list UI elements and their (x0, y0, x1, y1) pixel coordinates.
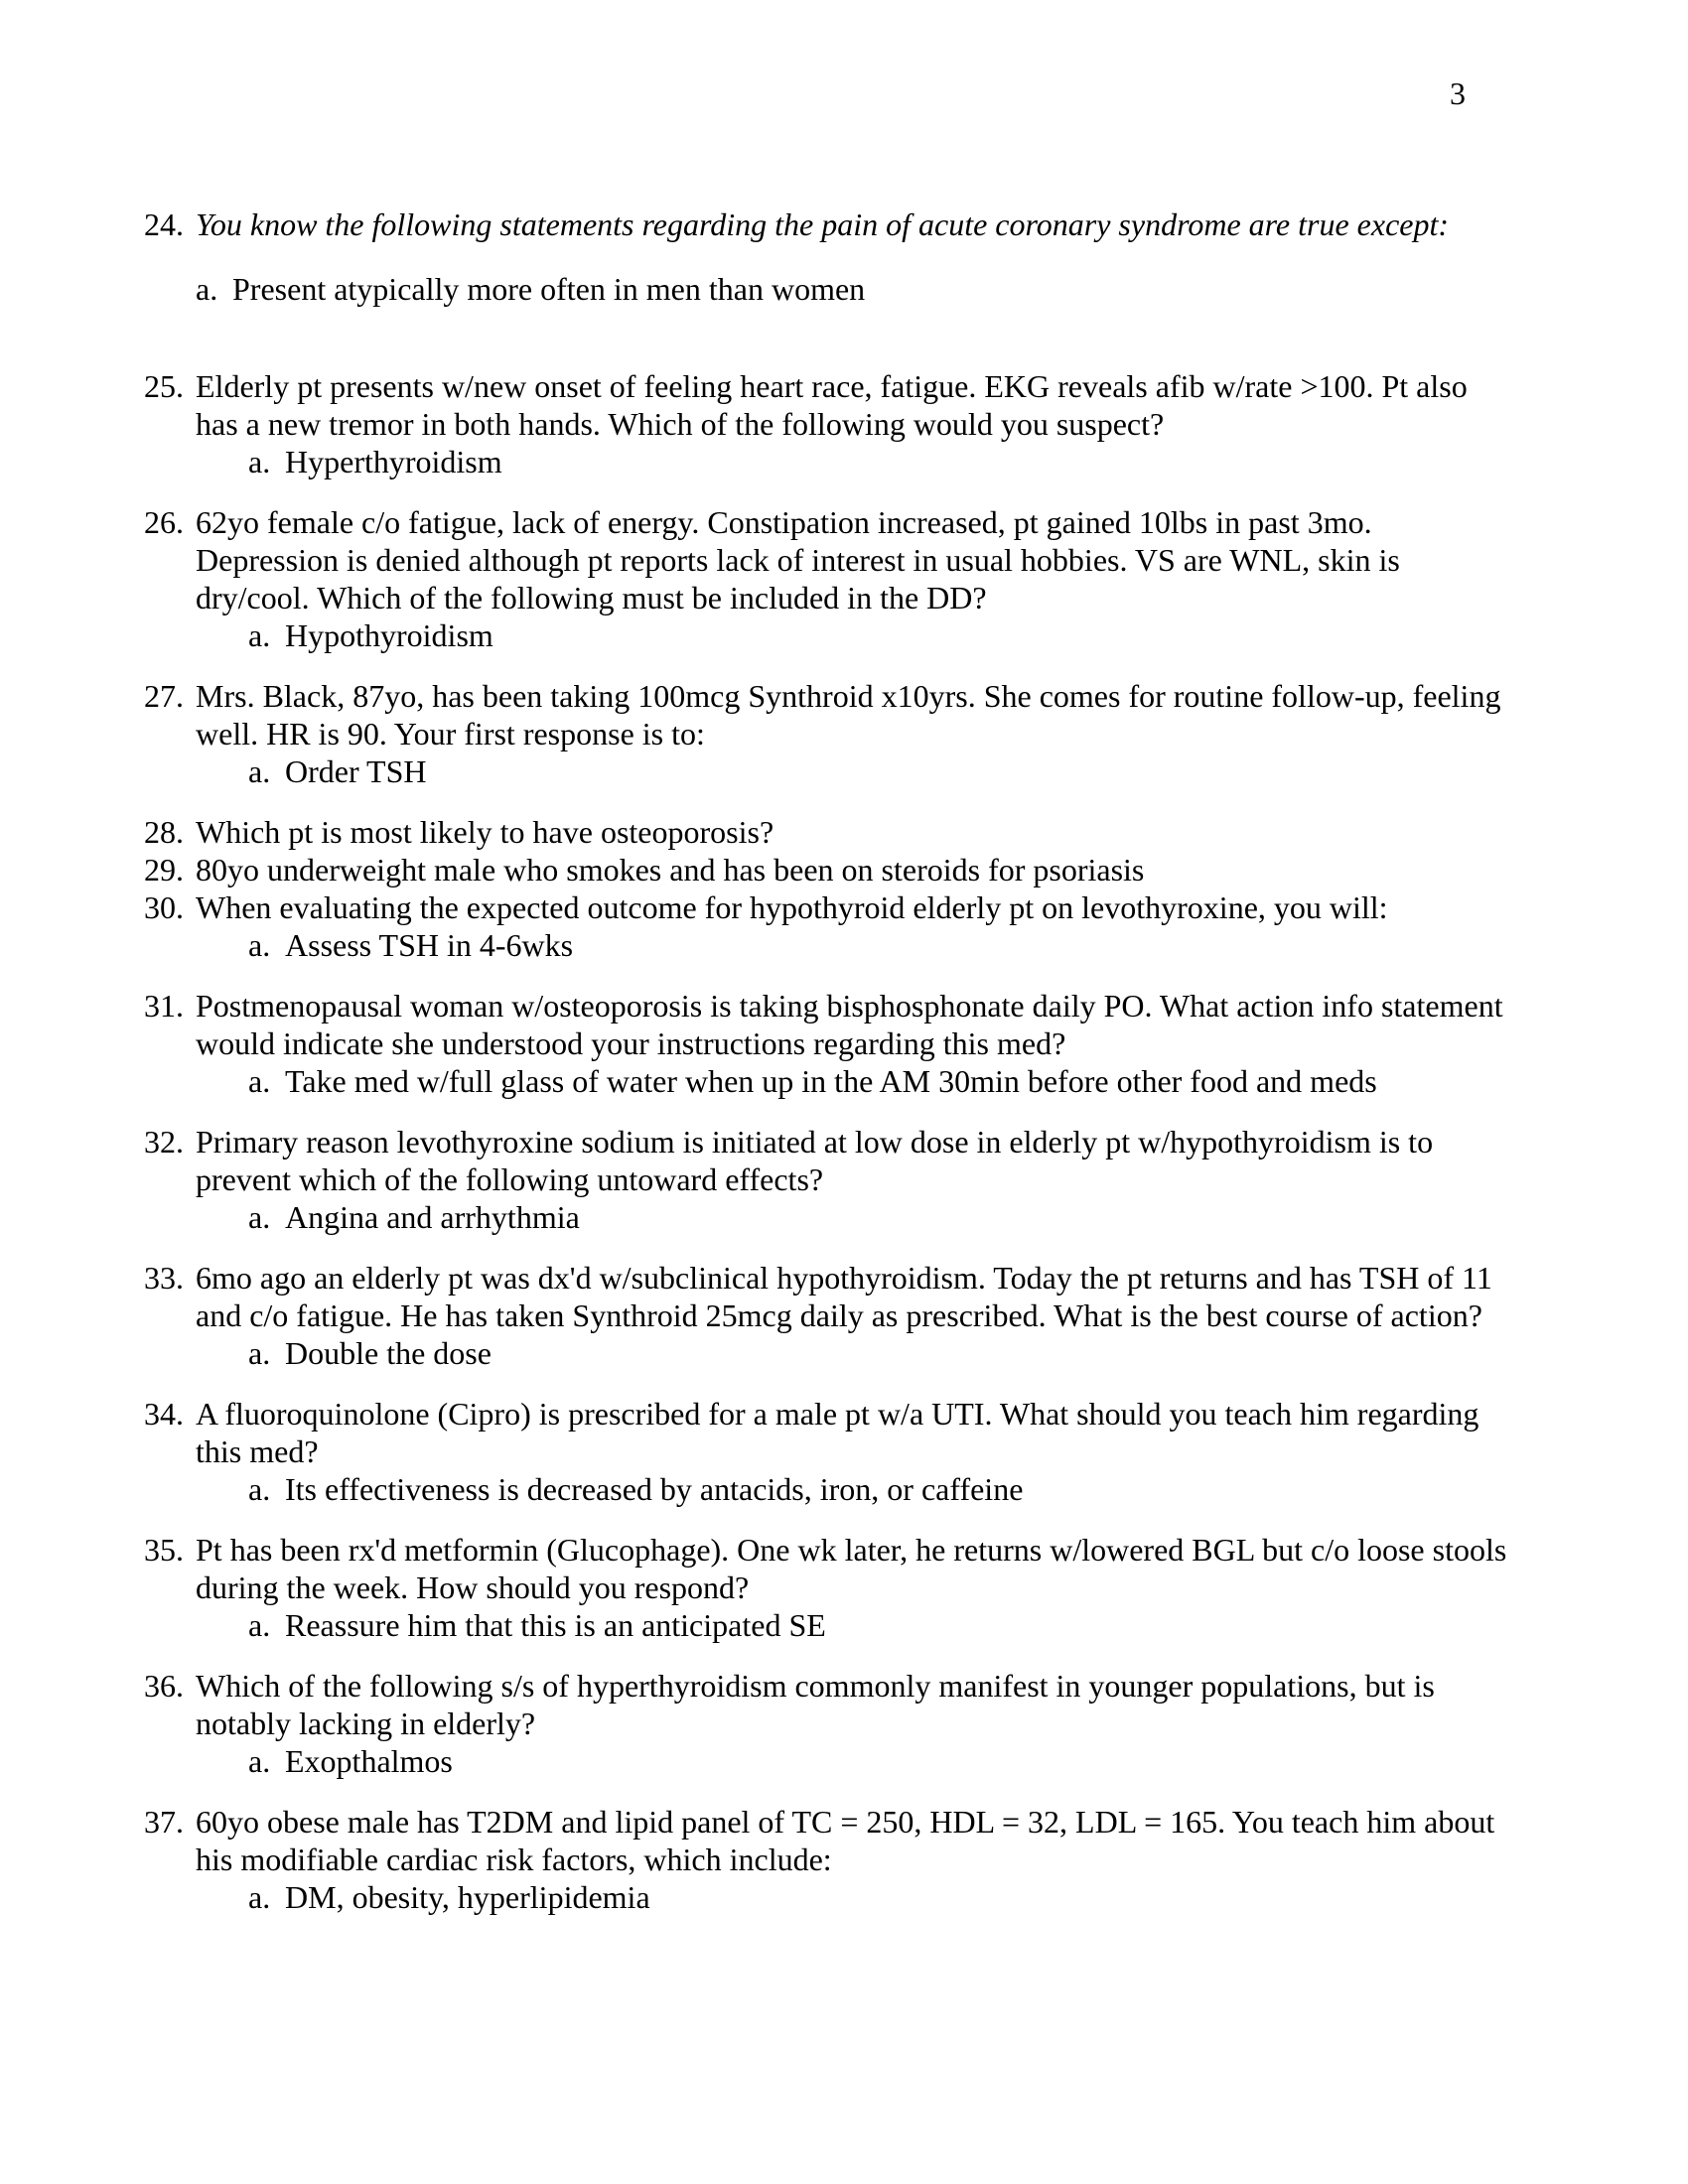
answer-text: Angina and arrhythmia (285, 1199, 580, 1235)
question-number: 32. (144, 1124, 184, 1160)
answer-option (248, 616, 1509, 654)
question-36 (144, 1667, 1509, 1780)
answer-option (248, 752, 1509, 790)
answer-text: Reassure him that this is an anticipated SE (285, 1607, 826, 1643)
question-row (144, 851, 1509, 888)
answer-text: DM, obesity, hyperlipidemia (285, 1879, 650, 1915)
answer-label: a. (248, 1743, 271, 1779)
answer-label: a. (248, 927, 271, 963)
question-text: Postmenopausal woman w/osteoporosis is taking bisphosphonate daily PO. What action info statement would indicate she understood your instructions regarding this med? (196, 988, 1503, 1061)
answer-label: a. (248, 1607, 271, 1643)
question-number: 37. (144, 1804, 184, 1840)
question-27 (144, 677, 1509, 790)
question-row (144, 1667, 1509, 1742)
question-text: You know the following statements regarding the pain of acute coronary syndrome are true except: (196, 206, 1450, 242)
question-31 (144, 987, 1509, 1100)
question-34 (144, 1395, 1509, 1508)
questions-list (0, 205, 1688, 1916)
answer-label: a. (248, 617, 271, 653)
question-row (144, 205, 1509, 243)
question-26 (144, 503, 1509, 654)
question-text: Which of the following s/s of hyperthyroidism commonly manifest in younger populations, but is notably lacking in elderly? (196, 1668, 1435, 1741)
question-number: 24. (144, 206, 184, 242)
question-text: 60yo obese male has T2DM and lipid panel of TC = 250, HDL = 32, LDL = 165. You teach him about his modifiable cardiac risk factors, which include: (196, 1804, 1495, 1877)
answer-option (248, 1198, 1509, 1236)
question-number: 33. (144, 1260, 184, 1296)
question-row (144, 987, 1509, 1062)
question-row (144, 1395, 1509, 1470)
question-number: 34. (144, 1396, 184, 1432)
answer-label: a. (248, 1471, 271, 1507)
answer-text: Its effectiveness is decreased by antacids, iron, or caffeine (285, 1471, 1024, 1507)
question-text: Which pt is most likely to have osteoporosis? (196, 814, 774, 850)
question-text: Mrs. Black, 87yo, has been taking 100mcg Synthroid x10yrs. She comes for routine follow-up, feeling well. HR is 90. Your first response is to: (196, 678, 1501, 751)
answer-option (248, 443, 1509, 480)
question-number: 30. (144, 889, 184, 925)
question-29 (144, 851, 1509, 888)
question-row (144, 1531, 1509, 1606)
question-number: 25. (144, 368, 184, 404)
question-text: Pt has been rx'd metformin (Glucophage). One wk later, he returns w/lowered BGL but c/o loose stools during the week. How should you respond? (196, 1532, 1507, 1605)
answer-text: Assess TSH in 4-6wks (285, 927, 574, 963)
answer-text: Double the dose (285, 1335, 492, 1371)
question-number: 28. (144, 814, 184, 850)
answer-option (248, 1742, 1509, 1780)
question-text: Elderly pt presents w/new onset of feeling heart race, fatigue. EKG reveals afib w/rate >100. Pt also has a new tremor in both hands. Which of the following would you suspect? (196, 368, 1468, 442)
answer-text: Order TSH (285, 753, 427, 789)
question-number: 36. (144, 1668, 184, 1704)
question-37 (144, 1803, 1509, 1916)
question-row (144, 813, 1509, 851)
answer-option (248, 1062, 1509, 1100)
question-text: 62yo female c/o fatigue, lack of energy. Constipation increased, pt gained 10lbs in past 3mo. Depression is denied although pt reports lack of interest in usual hobbies. VS are WNL, skin is dry/cool. Which of the following must be included in the DD? (196, 504, 1400, 615)
question-number: 35. (144, 1532, 184, 1568)
answer-label: a. (248, 1335, 271, 1371)
question-row (144, 888, 1509, 926)
question-25 (144, 367, 1509, 480)
question-text: 6mo ago an elderly pt was dx'd w/subclinical hypothyroidism. Today the pt returns and has TSH of 11 and c/o fatigue. He has taken Synthroid 25mcg daily as prescribed. What is the best course of action? (196, 1260, 1492, 1333)
answer-option (196, 270, 1509, 308)
question-24 (144, 205, 1509, 308)
answer-option (248, 1470, 1509, 1508)
answer-option (248, 1334, 1509, 1372)
answer-label: a. (248, 444, 271, 479)
question-row (144, 1803, 1509, 1878)
question-row (144, 1123, 1509, 1198)
question-35 (144, 1531, 1509, 1644)
question-number: 26. (144, 504, 184, 540)
answer-text: Take med w/full glass of water when up in the AM 30min before other food and meds (285, 1063, 1377, 1099)
question-number: 27. (144, 678, 184, 714)
question-number: 31. (144, 988, 184, 1024)
answer-text: Present atypically more often in men than women (232, 271, 866, 307)
answer-option (248, 1606, 1509, 1644)
question-row (144, 677, 1509, 752)
answer-label: a. (196, 271, 218, 307)
question-row (144, 503, 1509, 616)
answer-option (248, 1878, 1509, 1916)
answer-label: a. (248, 753, 271, 789)
question-32 (144, 1123, 1509, 1236)
answer-text: Exopthalmos (285, 1743, 453, 1779)
answer-label: a. (248, 1199, 271, 1235)
question-33 (144, 1259, 1509, 1372)
question-text: 80yo underweight male who smokes and has been on steroids for psoriasis (196, 852, 1145, 887)
question-row (144, 1259, 1509, 1334)
answer-option (248, 926, 1509, 964)
question-row (144, 367, 1509, 443)
question-text: Primary reason levothyroxine sodium is initiated at low dose in elderly pt w/hypothyroidism is to prevent which of the following untoward effects? (196, 1124, 1434, 1197)
answer-label: a. (248, 1063, 271, 1099)
answer-text: Hypothyroidism (285, 617, 493, 653)
question-28 (144, 813, 1509, 851)
question-text: A fluoroquinolone (Cipro) is prescribed for a male pt w/a UTI. What should you teach him regarding this med? (196, 1396, 1479, 1469)
answer-label: a. (248, 1879, 271, 1915)
question-text: When evaluating the expected outcome for hypothyroid elderly pt on levothyroxine, you will: (196, 889, 1388, 925)
question-30 (144, 888, 1509, 964)
page-number: 3 (1450, 75, 1466, 111)
answer-text: Hyperthyroidism (285, 444, 502, 479)
question-number: 29. (144, 852, 184, 887)
